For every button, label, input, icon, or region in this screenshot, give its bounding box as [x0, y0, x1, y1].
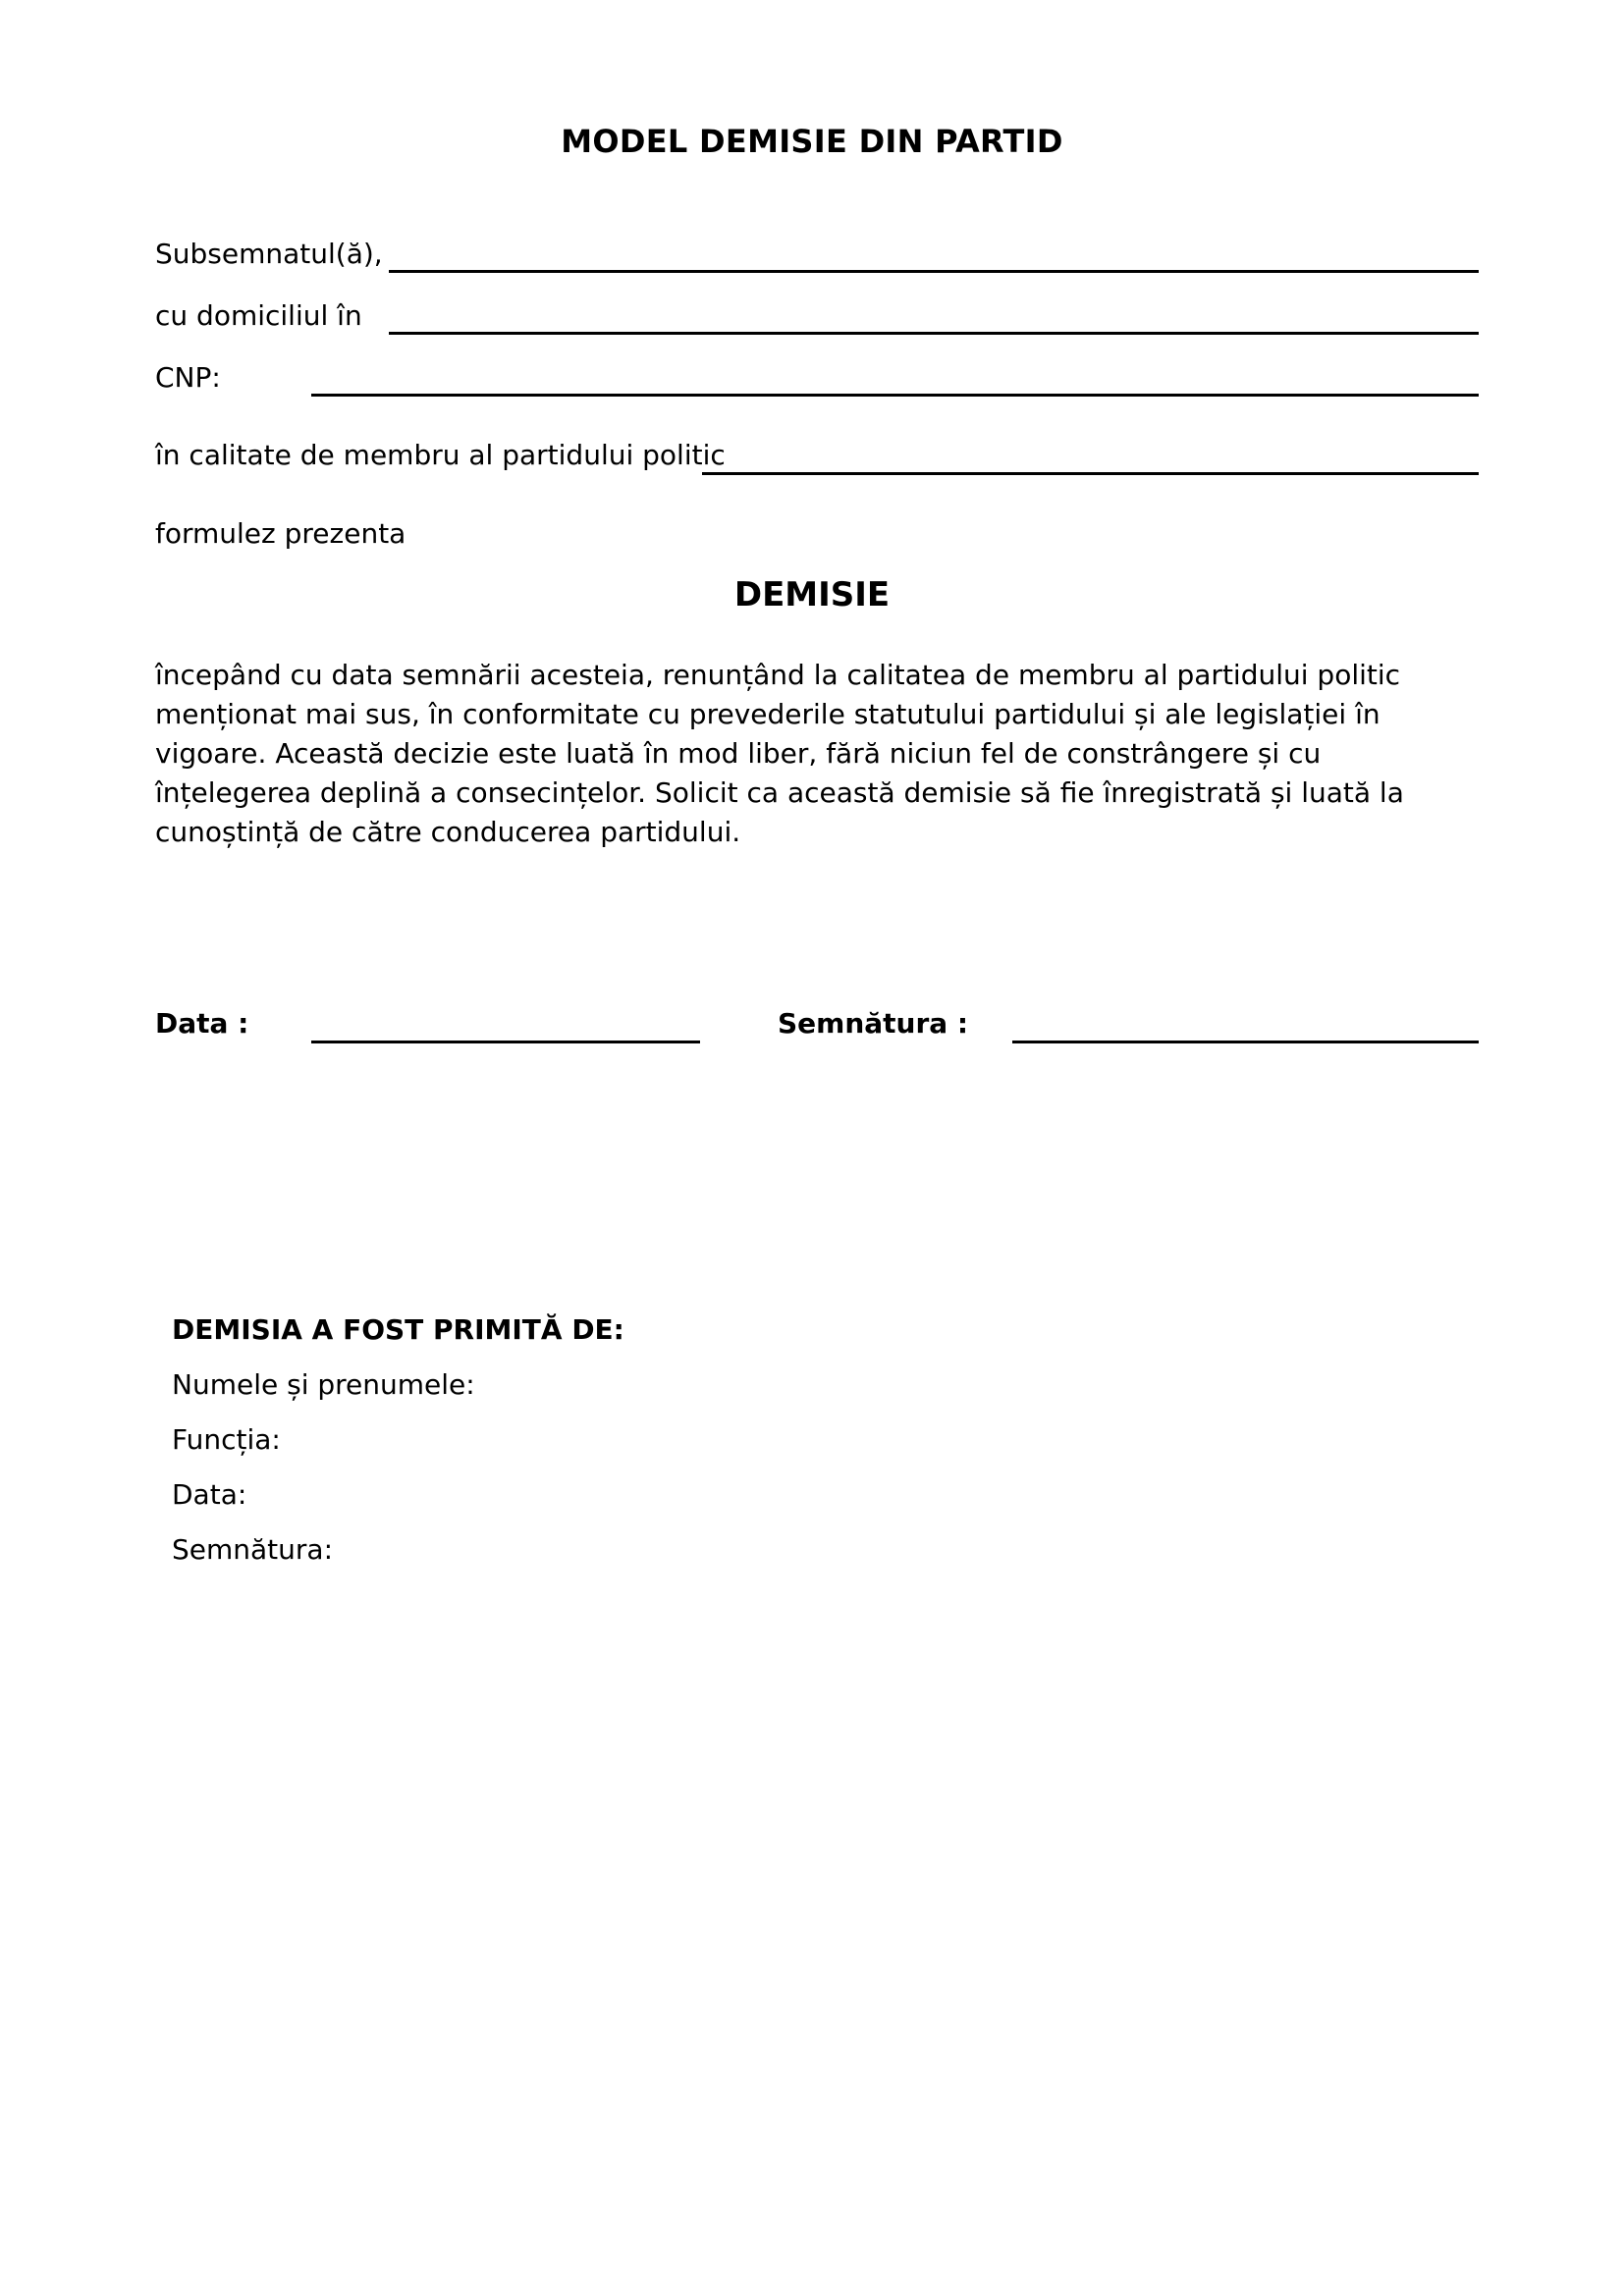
body-paragraph: începând cu data semnării acesteia, renunțând la calitatea de membru al partidului politic menționat mai sus, în conformitate cu prevederile statutului partidului și ale legislației în vigoare. Această decizie este luată în mod liber, fără niciun fel de constrângere și cu înțelegerea deplină a consecințelor. Solicit ca această demisie să fie înregistrată și luată la cunoștință de către conducerea partidului. — [155, 659, 1404, 848]
received-section — [172, 1313, 624, 1588]
name-label: Subsemnatul(ă), — [155, 238, 383, 270]
address-label: cu domiciliul în — [155, 299, 362, 332]
received-name-label: Numele și prenumele: — [172, 1368, 475, 1401]
party-label: în calitate de membru al partidului politic — [155, 439, 726, 471]
document-title: MODEL DEMISIE DIN PARTID — [561, 123, 1063, 160]
received-date-label: Data: — [172, 1478, 247, 1511]
date-line — [311, 1041, 700, 1043]
signature-line — [1012, 1041, 1479, 1043]
signature-label: Semnătura : — [778, 1007, 969, 1040]
name-line — [389, 270, 1479, 273]
document-subtitle: DEMISIE — [733, 575, 891, 614]
formulate-label: formulez prezenta — [155, 517, 406, 550]
received-signature-label: Semnătura: — [172, 1533, 334, 1566]
cnp-line — [311, 394, 1479, 397]
party-line — [702, 472, 1479, 475]
cnp-label: CNP: — [155, 361, 221, 394]
date-label: Data : — [155, 1007, 249, 1040]
received-function-label: Funcția: — [172, 1423, 281, 1456]
address-line — [389, 332, 1479, 335]
received-heading: DEMISIA A FOST PRIMITĂ DE: — [172, 1313, 624, 1346]
